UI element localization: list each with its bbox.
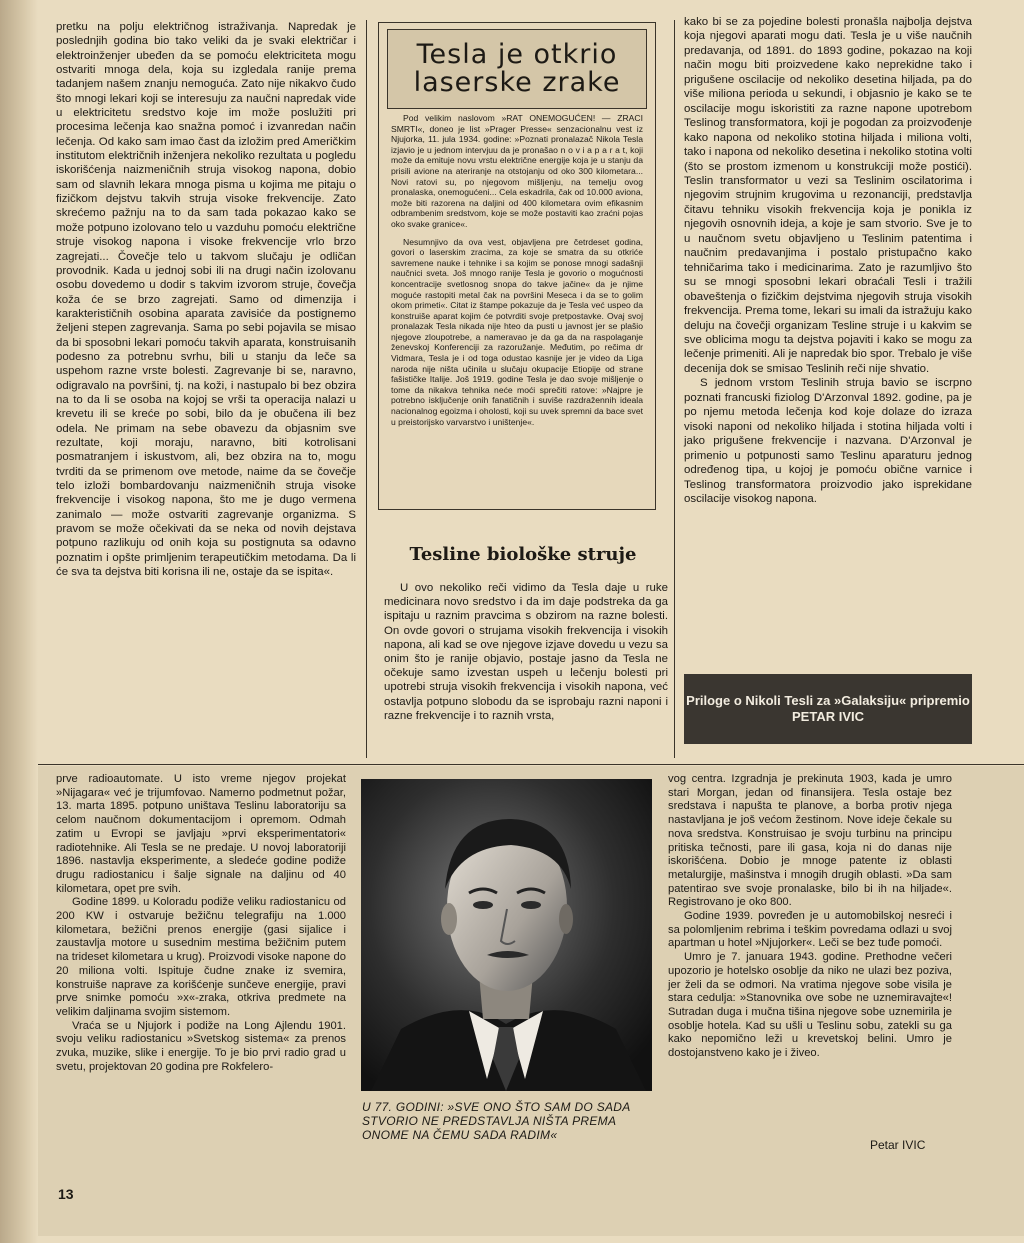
laser-article-body (391, 113, 643, 434)
column-rule (366, 20, 367, 758)
paragraph: kako bi se za pojedine bolesti pronašla najbolja dejstva koja njegovi aparati mogu dati. Tesla je u više naučnih predavanja, od 1891. do 1893 godine, pokazao na koji način mogu biti proizvedene kako neprekidne tako i prigušene oscilacije od nekoliko desetina hiljada, pa do više miliona perioda u sekundi, i objasnio je kako se te oscilacije mogu iskoristiti za razne napone upotrebom Teslinog transformatora, koji je pogodan za proizvođenje kako napona od nekoliko stotina hiljada i miliona volti, tako i napona od nekoliko desetina i nekoliko stotina volti (što se prostom izmenom u konstrukciji može postići). Teslin transformator u vezi sa Teslinim oscilatorima i njegovim strujnim krugovima u rezonanciji, predstavlja čitavu tehniku visokih frekvencija koja je ponikla iz njegovih osnovnih ideja, a koje je sam stvorio. Sve je to u naučnom svetu objavljeno u Teslinim patentima i naučnim predavanjima i postalo pristupačno kako tehničarima tako i medicinarima. Zato je razumljivo što su se mnogi sposobni lekari obraćali Tesli i tražili obaveštenja o fizičkim dejstvima njegovih struja visokih frekvencija. Prema tome, lekari su imali da istražuju kako deluju na čovečji organizam Tesline struje i u kakvim se sve oblicima mogu ta dejstva pojaviti i kako se mogu za lečenje primeniti. Ali je napredak bio spor. Trebalo je više decenija dok se smisao Teslinih reči nije shvatio. (684, 16, 972, 375)
paragraph: Pod velikim naslovom »RAT ONEMOGUĆEN! — ZRACI SMRTI«, doneo je list »Prager Presse« senzacionalnu vest iz Njujorka, 11. jula 1934. godine: »Poznati pronalazač Nikola Tesla izjavio je u jednom intervjuu da je pronašao n o v i a p a r a t, koji može da emituje novu vrstu električne energije koja je u stanju da prisili avione na ateriranje na otstojanju od oko 300 kilometara... Novi ratovi su, po njegovom mišljenju, na temelju ovog pronalaska, onemogućeni... Cela eskadrila, čak od 10.000 aviona, može biti razorena na daljini od 400 kilometara ovim efikasnim odbrambenim sredstvom, koje se može postaviti kao zraćni pojas oko svake granice«. (391, 113, 643, 229)
paragraph: pretku na polju električnog istraživanja. Napredak je poslednjih godina bio tako veliki da je svaki električar i elektroinženjer ubeđen da se pomoću elektriciteta mogu ostvariti mnoga dela, koja su izgledala ranije prema tadanjem našem znanju nemoguća. Zato nije nikakvo čudo što mnogi lekari koji se interesuju za naučni napredak vide u elektricitetu sredstvo koje im može poslužiti pri procesima lečenja kao snažna pomoć i izvanredan način lečenja. Od kako sam imao čast da izložim pred Američkim institutom električnih inženjera nekoliko rezultata u pogledu iskorišćenja naizmeničnih struja visokog napona, dobio sam od slavnih lekara mnoga pisma u kojima me pitaju o fizičkom dejstvu takvih struja visoke frekvencije. Zato skrećemo pažnju na to da sam tada pokazao kako se može potpuno izolovano telo u vazduhu pomoću električne struje visokog napona i visoke frekvencije vrlo brzo zagrejati... Čovečje telo u takvom slučaju je odličan provodnik. Kada u jednoj sobi ili na drugi način izolovanu osobu dovedemo u dodir s takvim izvorom struje, čovečja koža će se brzo zagrejati. Samo od dimenzija i karakterističnih osobina aparata zavisiće da postignemo željeni stepen zagrevanja. Sama po sebi pojavila se misao da bi sposobni lekari pomoću takvih aparata, konstruisanih podesno za potrebnu svrhu, bili u stanju da leče sa uspehom razne vrste bolesti. Zagrevanje bi se, naravno, odigravalo na površini, tj. na koži, i nastupalo bi bez obzira na to da li se osoba na kojoj se vrši ta operacija nalazi u krevetu ili se kreće po sobi, bilo da je obučena ili bez odela. Ne primam na sebe obavezu da objasnim sve rezultate, koji moraju, naravno, biti kotrolisani posmatranjem i iskustvom, ali, bez obzira na to, mogu tvrditi da se primenom ove metode, naime da se čovečje telo izloži bombardovanju naizmeničnih struja visoke frekvencije i visokog napona, što me je dugo vermena zanimalo — može ostvariti zagrevanje organizma. S pravom se može očekivati da se neka od novih dejstava potpuno razlikuju od onih koja su postignuta sa odavno poznatim i opšte primljenim terapeutičkim metodama. Da li će sva ta dejstva biti korisna ili ne, ostaje da se ispita«. (56, 21, 356, 579)
paragraph: prve radioautomate. U isto vreme njegov projekat »Nijagara« već je trijumfovao. Namerno podmetnut požar, 13. marta 1895. potpuno uništava Teslinu laboratoriju sa celom naučnom dokumentacijom i opremom. Odmah zatim u Evropi se javljaju »prvi eksperimentatori« radiotehnike. Ali Tesla se ne predaje. U novoj laboratoriji 1896. nastavlja eksperimente, a sledeće godine podiže drugu radiostanicu i šalje signale na daljinu od 40 kilometara, opet pre svih. (56, 773, 346, 895)
section-rule (38, 764, 1024, 765)
tesla-portrait-photo (361, 779, 652, 1091)
laser-article-box (378, 22, 656, 510)
laser-title-frame (387, 29, 647, 109)
article-column-right-bottom (668, 773, 952, 1061)
paragraph: Godine 1899. u Koloradu podiže veliku radiostanicu od 200 KW i ostvaruje bežičnu telegrafiju na 1.000 kilometara, bežični prenos energije (gasi sijalice i zaustavlja motore u susednim mestima bežičnim putem na trideset kilometara u krug). Proizvodi visoke napone do 20 miliona volti. Ispituje čudne znake iz svemira, konstruiše naprave za korišćenje sunčeve energije, pravi prve snimke pomoću »x«-zraka, otkriva predmete na velikim daljinama svojim sistemom. (56, 896, 346, 1018)
paragraph: S jednom vrstom Teslinih struja bavio se iscrpno poznati francuski fiziolog D'Arzonval 1892. godine, pa je po njemu metoda lečenja kod koje dolaze do izraza visoki naponi od nekoliko hiljada i stotina hiljada volti i jako prigušene frekvencije i nazvana. D'Arzonval je primenio u potpunosti samo Teslinu aparaturu jednog određenog tipa, u kojoj je pomoću obične varnice i Teslinog transformatora proizvodio jako isprekidane oscilacije visokog napona. (684, 377, 972, 505)
paragraph: vog centra. Izgradnja je prekinuta 1903, kada je umro stari Morgan, jedan od finansijera. Tesla ostaje bez sredstava i napušta te planove, a borba protiv njega nastavljana je još većom žestinom. Nove ideje čekale su nova sredstva. Konstruisao je svoju turbinu na principu pritiska tečnosti, pare ili gasa, koja ni do danas nije iskorišćena. Dobio je mnoge patente iz oblasti metalurgije, mašinstva i mnogih drugih oblasti. »Da sam patentirao sve svoje pronalaske, bilo bi ih na hiljade«. Registrovano je oko 800. (668, 773, 952, 909)
article-column-right-top (684, 15, 972, 506)
credit-text: Priloge o Nikoli Tesli za »Galaksiju« pripremio PETAR IVIC (686, 693, 970, 724)
credit-box (684, 674, 972, 744)
author-signature: Petar IVIC (870, 1138, 926, 1152)
laser-article-title: Tesla je otkrio laserske zrake (413, 39, 621, 98)
portrait-illustration (361, 779, 652, 1091)
article-column-left-top (56, 20, 356, 579)
page-number: 13 (58, 1186, 74, 1202)
paragraph: Vraća se u Njujork i podiže na Long Ajlendu 1901. svoju veliku radiostanicu »Svetskog sistema« za prenos zvuka, muzike, slike i energije. To je bio prvi radio grad u svetu, projektovan 20 godina pre Rokfelero- (56, 1019, 346, 1073)
paragraph: Nesumnjivo da ova vest, objavljena pre četrdeset godina, govori o laserskim zracima, za koje se smatra da su otkriće savremene nauke i tehnike i sa kojim se ponose mnogi sadašnji naučnici sveta. Još mnogo ranije Tesla je govorio o mogućnosti koncentracije svetlosnog snopa do takve jačine« da je njime moguće rastopiti metal čak na površini Meseca i da se to golim okom primeti«. Citat iz štampe pokazuje da je Tesla već uspeo da konstruiše aparat kojim će potvrditi svoje pretpostavke. Ovaj svoj pronalazak Tesla nikada nije hteo da pusti u javnost jer se plašio njegove zloupotrebe, a nameravao je da ga da na raspolaganje ženevskoj Konferenciji za razoružanje. Međutim, po rečima dr Vidmara, Tesla je i od toga odustao kasnije jer je video da Liga naroda nije ništa učinila u slučaju okupacije Etiopije od strane fašističke Italije. Još 1919. godine Tesla je dao svoje mišljenje o tome da nikakva tehnika neće moći sprečiti ratove: »Najpre je potrebno isključenje onih fanatičnih i suviše razdražennih ideala nacionalnog egoizma i oholosti, koji su uvek spremni da bace svet u preistorijsko varvarstvo i uništenje«. (391, 236, 643, 427)
section-heading: Tesline biološke struje (409, 544, 637, 565)
article-column-middle (384, 581, 668, 723)
page-gutter (0, 0, 38, 1243)
paragraph: Umro je 7. januara 1943. godine. Prethodne večeri upozorio je hotelsko osoblje da niko ne ulazi bez poziva, jer želi da se odmori. Na vratima njegove sobe visila je stara cedulja: »Stanovnika ove sobe ne uznemiravajte«! Sutradan duga i mučna tišina njegove sobe uznemirila je osoblje hotela. Kad su ušli u Teslinu sobu, zatekli su ga kako nepomično leži u krevetskoj belini. Umro je dostojanstveno kako je i živeo. (668, 951, 952, 1060)
paragraph: U ovo nekoliko reči vidimo da Tesla daje u ruke medicinara novo sredstvo i da im daje podstreka da ga ispitaju u raznim pravcima s obzirom na razne bolesti. On ovde govori o strujama visokih frekvencija i visokih napona, ali kad se ove njegove izjave dovedu u vezu sa onim što je ranije objavio, postaje jasno da Tesla ne očekuje samo izvestan uspeh u lečenju bolesti pri upotrebi struja visokih frekvencija i visokih napona, već ostavlja potpuno slobodu da se isprobaju razni naponi i razne frekvencije i to raznih vrsta, (384, 582, 668, 722)
photo-caption: U 77. GODINI: »SVE ONO ŠTO SAM DO SADA STVORIO NE PREDSTAVLJA NIŠTA PREMA ONOME NA ČEMU SADA RADIM« (362, 1100, 631, 1142)
paragraph: Godine 1939. povređen je u automobilskoj nesreći i sa polomljenim rebrima i teškim povredama odlazi u svoj apartman u hotel »Njujorker«. Leči se bez tuđe pomoći. (668, 910, 952, 950)
column-rule (674, 20, 675, 758)
article-column-left-bottom (56, 773, 346, 1074)
